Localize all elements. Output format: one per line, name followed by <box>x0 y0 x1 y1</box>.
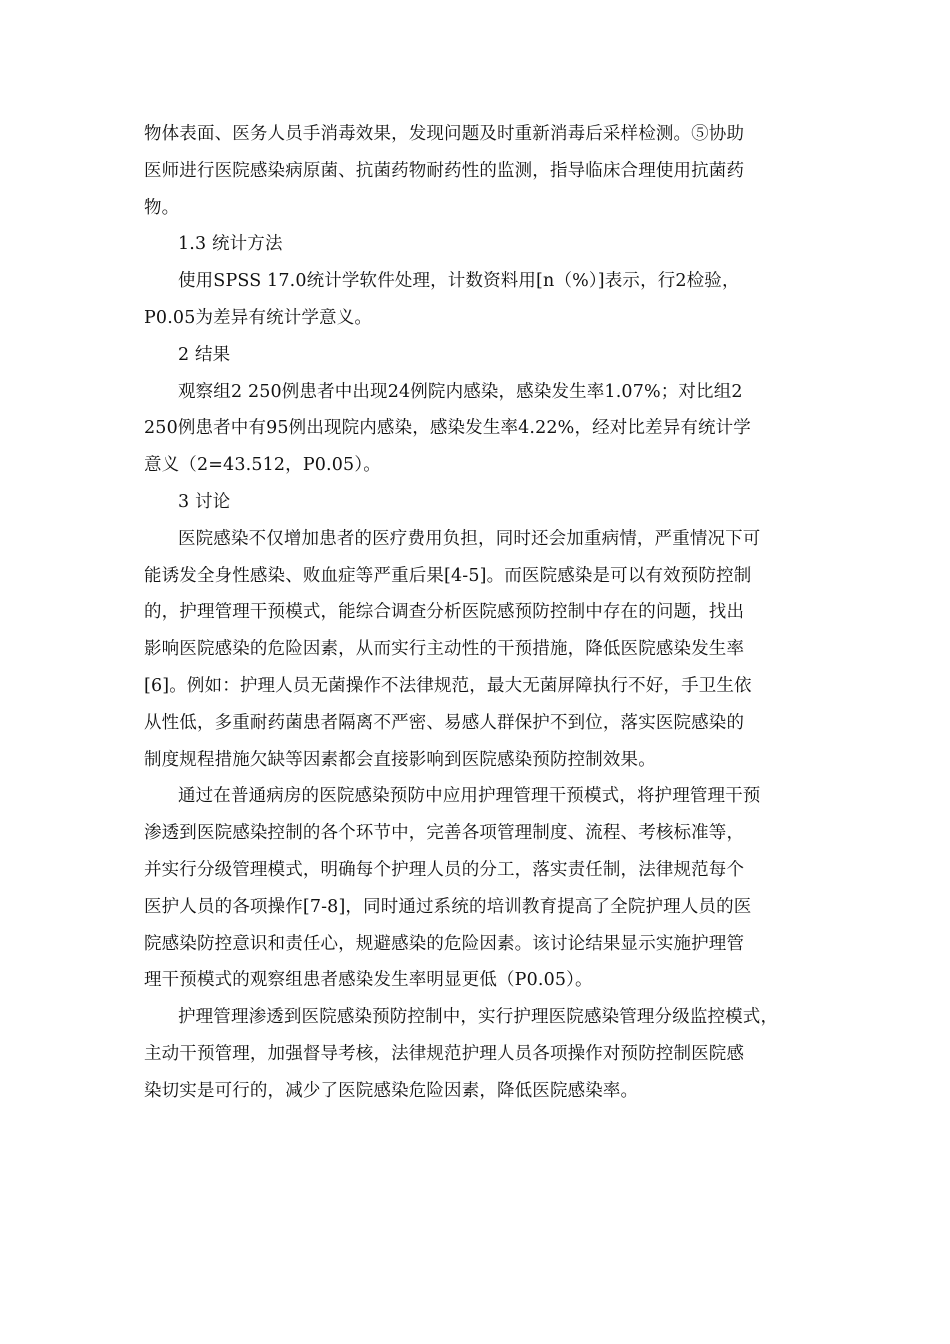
text-line: 观察组2 250例患者中出现24例院内感染，感染发生率1.07%；对比组2 <box>178 381 743 402</box>
text-line: 的，护理管理干预模式，能综合调查分析医院感预防控制中存在的问题，找出 <box>144 602 745 623</box>
text-line: 通过在普通病房的医院感染预防中应用护理管理干预模式，将护理管理干预 <box>178 786 761 807</box>
text-line: P0.05为差异有统计学意义。 <box>144 307 372 328</box>
text-line: 使用SPSS 17.0统计学软件处理，计数资料用[n（%）]表示，行2检验， <box>178 271 740 292</box>
text-line: 渗透到医院感染控制的各个环节中，完善各项管理制度、流程、考核标准等， <box>144 823 745 844</box>
text-line: 能诱发全身性感染、败血症等严重后果[4-5]。而医院感染是可以有效预防控制 <box>144 565 752 586</box>
text-line: 从性低，多重耐药菌患者隔离不严密、易感人群保护不到位，落实医院感染的 <box>144 712 745 733</box>
text-line: 制度规程措施欠缺等因素都会直接影响到医院感染预防控制效果。 <box>144 749 656 770</box>
section-heading-1-3: 1.3 统计方法 <box>178 234 283 255</box>
text-line: 并实行分级管理模式，明确每个护理人员的分工，落实责任制，法律规范每个 <box>144 859 745 880</box>
text-line: 250例患者中有95例出现院内感染，感染发生率4.22%，经对比差异有统计学 <box>144 418 751 439</box>
text-line: 医院感染不仅增加患者的医疗费用负担，同时还会加重病情，严重情况下可 <box>178 528 761 549</box>
section-heading-2: 2 结果 <box>178 344 231 365</box>
text-line: [6]。例如：护理人员无菌操作不法律规范，最大无菌屏障执行不好，手卫生依 <box>144 675 752 696</box>
text-line: 护理管理渗透到医院感染预防控制中，实行护理医院感染管理分级监控模式， <box>178 1007 779 1028</box>
text-line: 染切实是可行的，减少了医院感染危险因素，降低医院感染率。 <box>144 1080 639 1101</box>
text-line: 物体表面、医务人员手消毒效果，发现问题及时重新消毒后采样检测。⑤协助 <box>144 124 745 144</box>
text-line: 影响医院感染的危险因素，从而实行主动性的干预措施，降低医院感染发生率 <box>144 639 745 660</box>
text-line: 院感染防控意识和责任心，规避感染的危险因素。该讨论结果显示实施护理管 <box>144 933 745 954</box>
text-line: 医师进行医院感染病原菌、抗菌药物耐药性的监测，指导临床合理使用抗菌药 <box>144 160 745 181</box>
text-line: 主动干预管理，加强督导考核，法律规范护理人员各项操作对预防控制医院感 <box>144 1043 745 1064</box>
text-line: 物。 <box>144 197 180 218</box>
text-line: 意义（2=43.512，P0.05）。 <box>144 455 381 476</box>
section-heading-3: 3 讨论 <box>178 491 231 512</box>
text-line: 医护人员的各项操作[7-8]，同时通过系统的培训教育提高了全院护理人员的医 <box>144 896 752 917</box>
text-line: 理干预模式的观察组患者感染发生率明显更低（P0.05）。 <box>144 970 593 991</box>
body-text <box>144 116 816 1110</box>
